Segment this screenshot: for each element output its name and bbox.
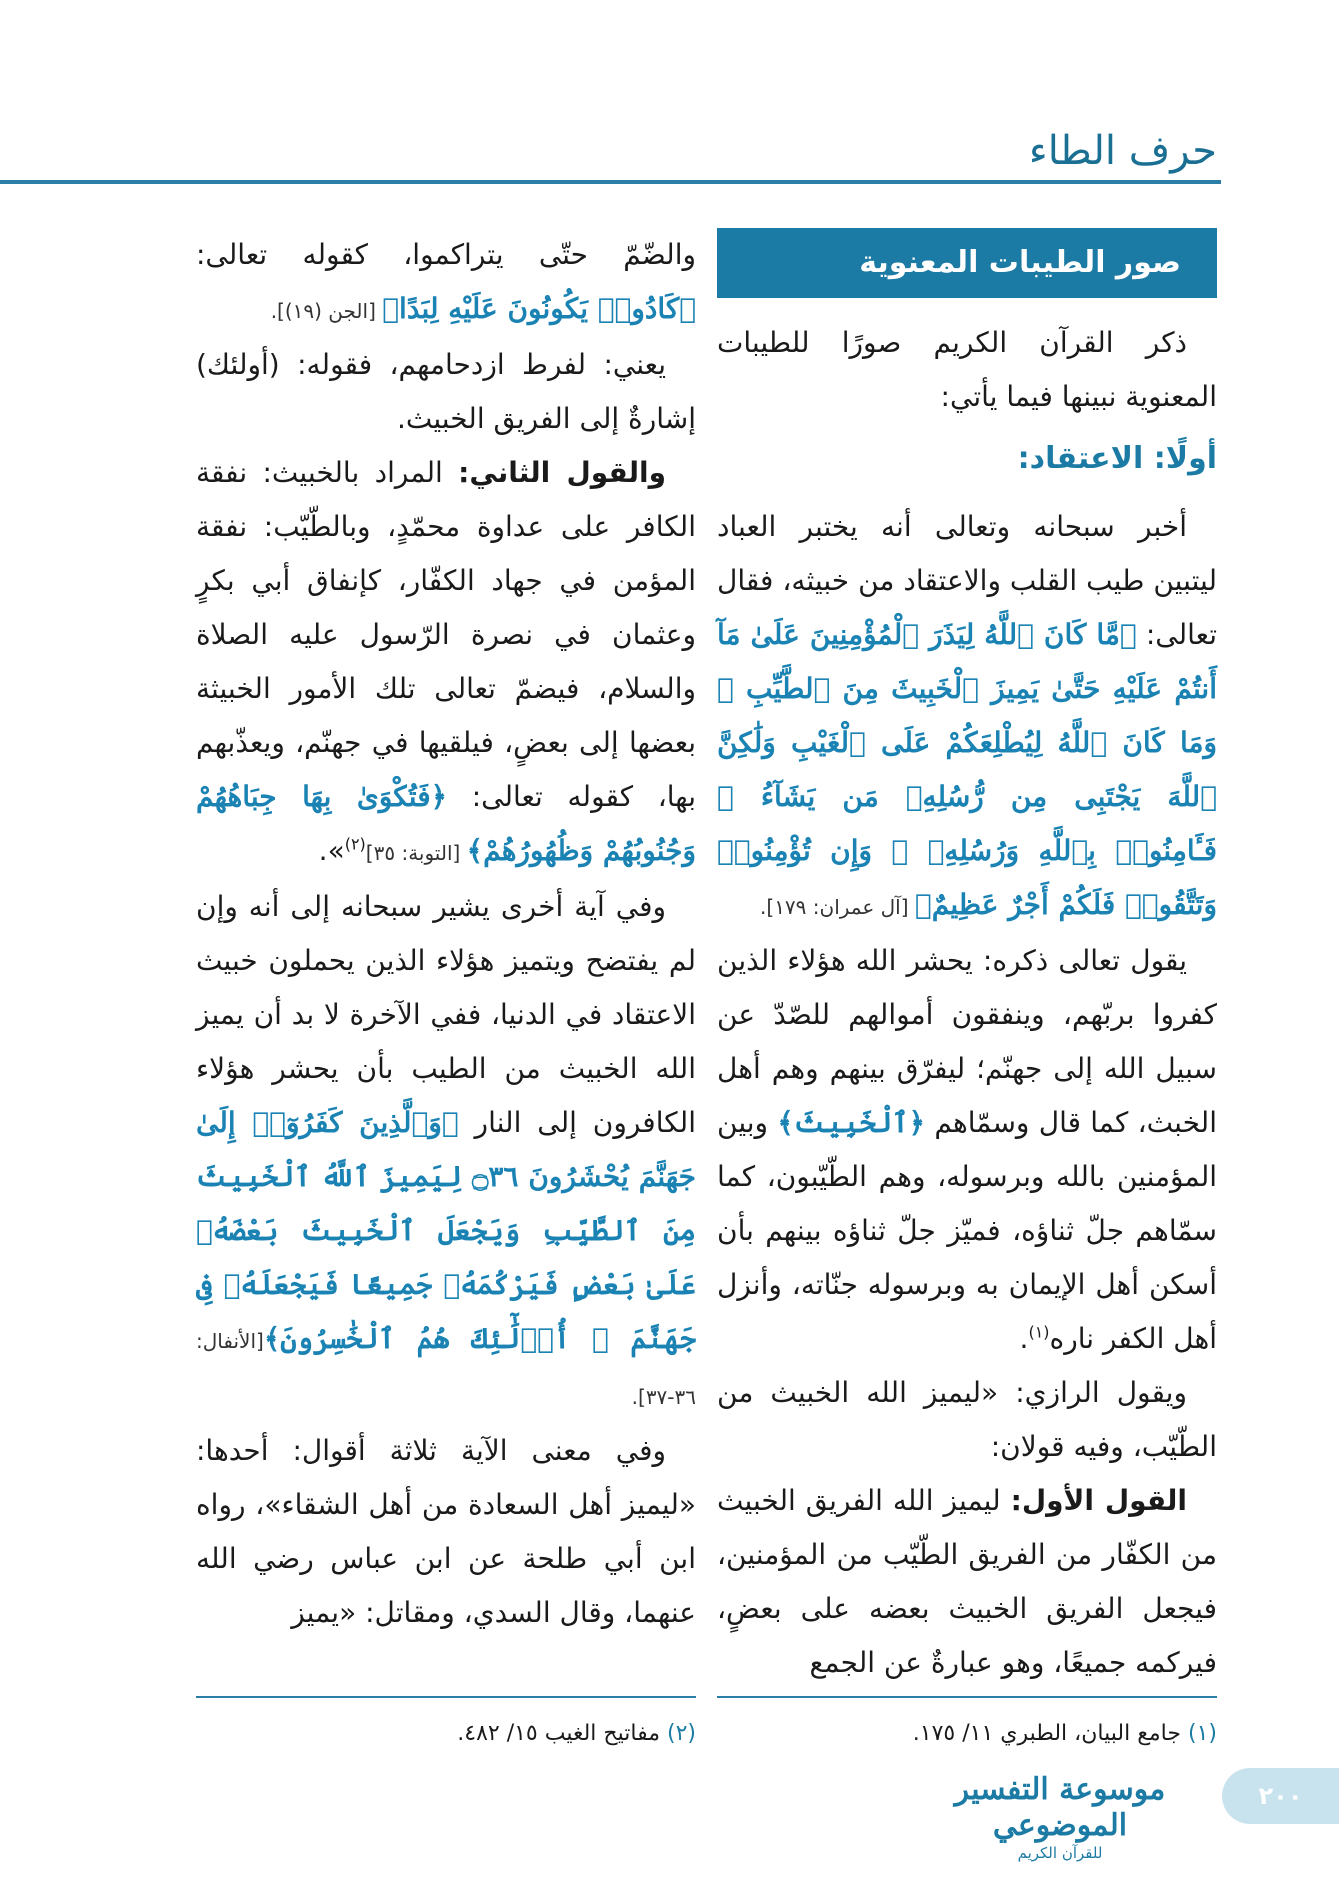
footnote-ref[interactable]: (٢): [344, 834, 366, 854]
brand-logo-subtitle: للقرآن الكريم: [1017, 1844, 1103, 1862]
verse-citation: [التوبة: ٣٥]: [365, 841, 467, 865]
intro-paragraph: ذكر القرآن الكريم صورًا للطيبات المعنوية نبينها فيما يأتي:: [717, 326, 1217, 413]
subheading-belief: أولًا: الاعتقاد:: [1017, 441, 1217, 476]
footnote-number: (١): [1187, 1721, 1217, 1746]
brand-logo: [922, 1772, 1198, 1862]
paragraph-text: وفي آية أخرى يشير سبحانه إلى أنه وإن لم يفتضح ويتميز هؤلاء الذين يحملون خبيث الاعتقاد في الدنيا، ففي الآخرة لا بد أن يميز الله الخبيث من الطيب بأن يحشر هؤلاء الكافرون إلى النار: [196, 890, 696, 1139]
section-title: صور الطيبات المعنوية: [717, 228, 1217, 298]
paragraph: يقول تعالى ذكره: يحشر الله هؤلاء الذين كفروا بربّهم، وينفقون أموالهم للصّدّ عن سبيل الله إلى جهنّم؛ ليفرّق بينهم وهم أهل الخبث، كما قال وسمّاهم ﴿ٱلْخَبِيثَ﴾ وبين المؤمنين بالله وبرسوله، وهم الطّيّبون، كما سمّاهم جلّ ثناؤه، فميّز جلّ ثناؤه بينهم بأن أسكن أهل الإيمان به وبرسوله جنّاته، وأنزل أهل الكفر ناره$^{(١)}$.: [717, 944, 1217, 1355]
footnote-ref[interactable]: (١): [1028, 1322, 1050, 1342]
verse-citation: [الأنفال: ٣٦-٣٧].: [196, 1329, 696, 1409]
footnote-text: جامع البيان، الطبري ١١/ ١٧٥.: [912, 1721, 1188, 1746]
footnote-1: [717, 1718, 1217, 1750]
page-number: ٢٠٠: [1222, 1768, 1339, 1824]
paragraph: [196, 880, 696, 1424]
paragraph-text: ليميز الله الفريق الخبيث من الكفّار من الفريق الطّيّب من المؤمنين، فيجعل الفريق الخبيث بعضه على بعضٍ، فيركمه جميعًا، وهو عبارةٌ عن الجمع: [717, 1484, 1217, 1679]
footnote-rule-right: [717, 1696, 1217, 1698]
quran-verse: ﴿مَّا كَانَ ٱللَّهُ لِيَذَرَ ٱلْمُؤْمِنِينَ عَلَىٰ مَآ أَنتُمْ عَلَيْهِ حَتَّىٰ يَمِيزَ ٱلْخَبِيثَ مِنَ ٱلطَّيِّبِ ۗ وَمَا كَانَ ٱللَّهُ لِيُطْلِعَكُمْ عَلَى ٱلْغَيْبِ وَلَٰكِنَّ ٱللَّهَ يَجْتَبِى مِن رُّسُلِهِۦ مَن يَشَآءُ ۖ فَـَٔامِنُوا۟ بِٱللَّهِ وَرُسُلِهِۦ ۚ وَإِن تُؤْمِنُوا۟ وَتَتَّقُوا۟ فَلَكُمْ أَجْرٌ عَظِيمٌ﴾: [717, 618, 1217, 921]
paragraph-text: وبين المؤمنين بالله وبرسوله، وهم الطّيّبون، كما سمّاهم جلّ ثناؤه، فميّز جلّ ثناؤه بينهم بأن أسكن أهل الإيمان به وبرسوله جنّاته، وأنزل أهل الكفر ناره: [717, 1106, 1217, 1355]
paragraph: وفي معنى الآية ثلاثة أقوال: أحدها: «ليميز أهل السعادة من أهل الشقاء»، رواه ابن أبي طلحة عن ابن عباس رضي الله عنهما، وقال السدي، ومقاتل: «يميز: [196, 1434, 696, 1629]
paragraph: [717, 1474, 1217, 1690]
right-column: [717, 228, 1217, 1690]
footnote-rule-left: [196, 1696, 696, 1698]
paragraph: [196, 446, 696, 880]
quran-verse: ﴿ٱلْخَبِيثَ﴾: [777, 1106, 926, 1139]
header-rule: [0, 180, 1221, 184]
footnote-number: (٢): [666, 1721, 696, 1746]
paragraph: [196, 228, 696, 338]
quote-end: ».: [318, 834, 345, 867]
verse-citation: [الجن (١٩)].: [270, 299, 383, 323]
brand-logo-title: موسوعة التفسير الموضوعي: [954, 1772, 1166, 1843]
quran-verse: ﴿فَتُكْوَىٰ بِهَا جِبَاهُهُمْ وَجُنُوبُهُمْ وَظُهُورُهُمْ﴾: [196, 780, 696, 867]
quran-verse: ﴿كَادُوا۟ يَكُونُونَ عَلَيْهِ لِبَدًا﴾: [382, 292, 696, 325]
paragraph-text: المراد بالخبيث: نفقة الكافر على عداوة محمّدٍ، وبالطّيّب: نفقة المؤمن في جهاد الكفّار، كإنفاق أبي بكرٍ وعثمان في نصرة الرّسول عليه الصلاة والسلام، فيضمّ تعالى تلك الأمور الخبيثة بعضها إلى بعضٍ، فيلقيها في جهنّم، ويعذّبهم بها، كقوله تعالى:: [196, 456, 696, 813]
verse-citation: [آل عمران: ١٧٩].: [760, 895, 915, 919]
paragraph: [717, 500, 1217, 934]
quran-verse: ﴿وَٱلَّذِينَ كَفَرُوٓا۟ إِلَىٰ جَهَنَّمَ يُحْشَرُونَ ۝٣٦ لِيَمِيزَ ٱللَّهُ ٱلْخَبِيثَ مِنَ ٱلطَّيِّبِ وَيَجْعَلَ ٱلْخَبِيثَ بَعْضَهُۥ عَلَىٰ بَعْضٍ فَيَرْكُمَهُۥ جَمِيعًا فَيَجْعَلَهُۥ فِى جَهَنَّمَ ۚ أُو۟لَٰٓئِكَ هُمُ ٱلْخَٰسِرُونَ﴾: [196, 1106, 696, 1355]
footnote-text: مفاتيح الغيب ١٥/ ٤٨٢.: [457, 1721, 667, 1746]
paragraph: ويقول الرازي: «ليميز الله الخبيث من الطّيّب، وفيه قولان:: [717, 1376, 1217, 1463]
paragraph-text: أخبر سبحانه وتعالى أنه يختبر العباد ليتبين طيب القلب والاعتقاد من خبيثه، فقال تعالى:: [717, 510, 1217, 651]
paragraph-heading: القول الأول:: [1010, 1484, 1187, 1517]
page-header-title: حرف الطاء: [1028, 128, 1217, 174]
paragraph-heading: والقول الثاني:: [458, 456, 666, 489]
left-column: [196, 228, 696, 1640]
paragraph-text: يقول تعالى ذكره: يحشر الله هؤلاء الذين كفروا بربّهم، وينفقون أموالهم للصّدّ عن سبيل الله إلى جهنّم؛ ليفرّق بينهم وهم أهل الخبث، كما قال وسمّاهم: [717, 944, 1217, 1139]
footnote-2: [196, 1718, 696, 1750]
paragraph: يعني: لفرط ازدحامهم، فقوله: (أولئك) إشارةٌ إلى الفريق الخبيث.: [196, 348, 696, 435]
paragraph-text: والضّمّ حتّى يتراكموا، كقوله تعالى:: [196, 238, 696, 271]
